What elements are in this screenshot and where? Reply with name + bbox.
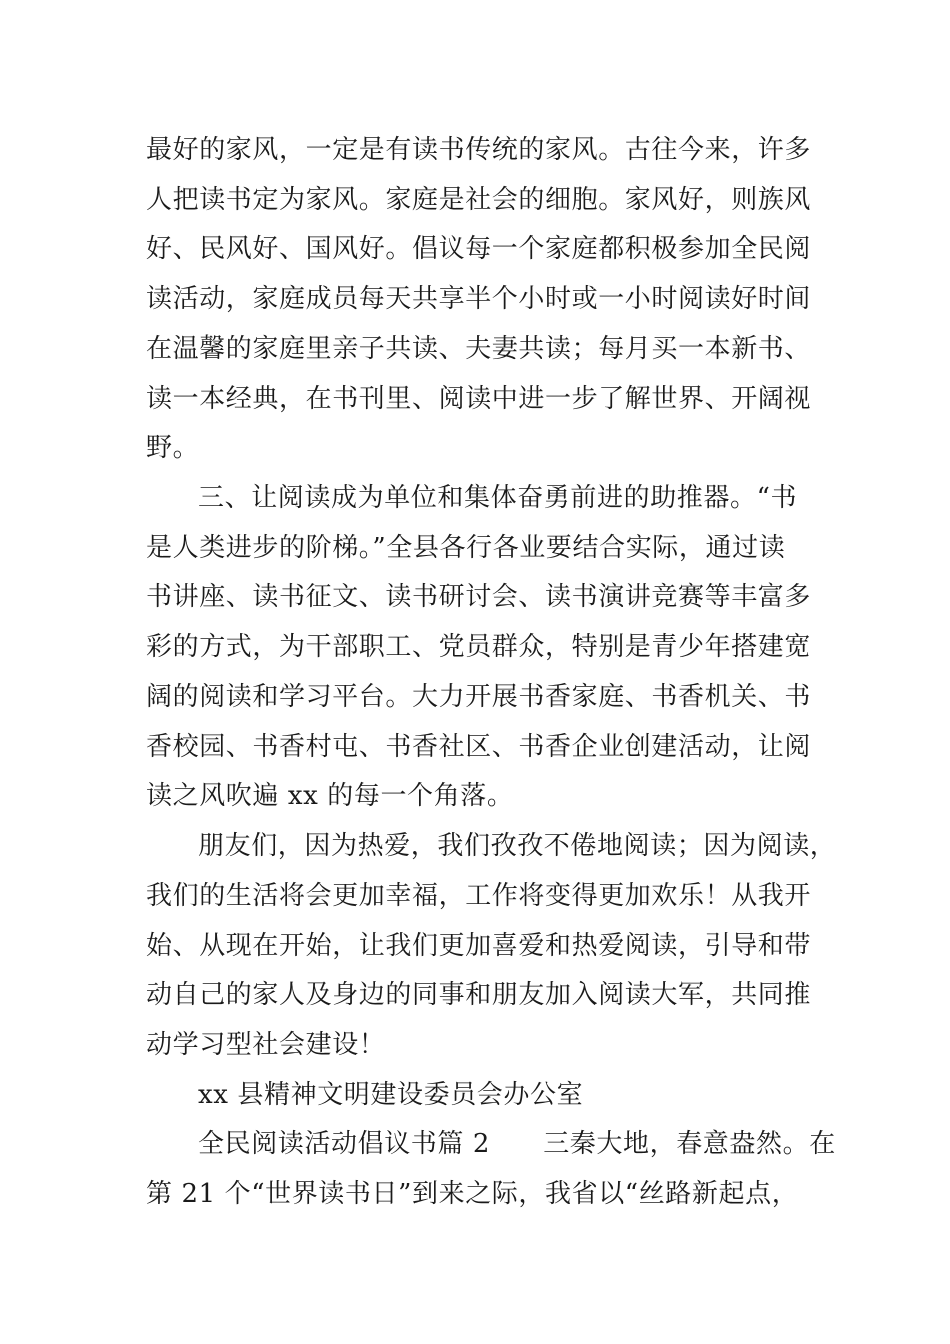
text-line: 是人类进步的阶梯。”全县各行各业要结合实际，通过读 [146, 533, 786, 563]
text-line: 彩的方式，为干部职工、党员群众，特别是青少年搭建宽 [146, 632, 812, 662]
text-line: 三、让阅读成为单位和集体奋勇前进的助推器。“书 [198, 483, 798, 513]
text-line: 我们的生活将会更加幸福，工作将变得更加欢乐！从我开 [146, 881, 812, 911]
text-line: 朋友们，因为热爱，我们孜孜不倦地阅读；因为阅读， [198, 831, 837, 861]
signature-line: xx 县精神文明建设委员会办公室 [198, 1080, 584, 1110]
text-line: 动学习型社会建设！ [146, 1030, 386, 1060]
text-line: 读一本经典，在书刊里、阅读中进一步了解世界、开阔视 [146, 384, 812, 414]
text-line: 香校园、书香村屯、书香社区、书香企业创建活动，让阅 [146, 732, 812, 762]
text-line: 动自己的家人及身边的同事和朋友加入阅读大军，共同推 [146, 980, 812, 1010]
text-line: 在温馨的家庭里亲子共读、夫妻共读；每月买一本新书、 [146, 334, 812, 364]
text-line: 读之风吹遍 xx 的每一个角落。 [146, 781, 514, 811]
text-line: 阔的阅读和学习平台。大力开展书香家庭、书香机关、书 [146, 682, 812, 712]
text-line: 全民阅读活动倡议书篇 2 三秦大地，春意盎然。在 [198, 1129, 836, 1159]
text-line: 书讲座、读书征文、读书研讨会、读书演讲竞赛等丰富多 [146, 582, 812, 612]
text-line: 始、从现在开始，让我们更加喜爱和热爱阅读，引导和带 [146, 931, 812, 961]
text-line: 人把读书定为家风。家庭是社会的细胞。家风好，则族风 [146, 185, 812, 215]
text-line: 野。 [146, 433, 200, 463]
text-line: 第 21 个“世界读书日”到来之际，我省以“丝路新起点， [146, 1179, 799, 1209]
text-line: 读活动，家庭成员每天共享半个小时或一小时阅读好时间 [146, 284, 812, 314]
text-line: 最好的家风，一定是有读书传统的家风。古往今来，许多 [146, 135, 812, 165]
text-line: 好、民风好、国风好。倡议每一个家庭都积极参加全民阅 [146, 234, 812, 264]
